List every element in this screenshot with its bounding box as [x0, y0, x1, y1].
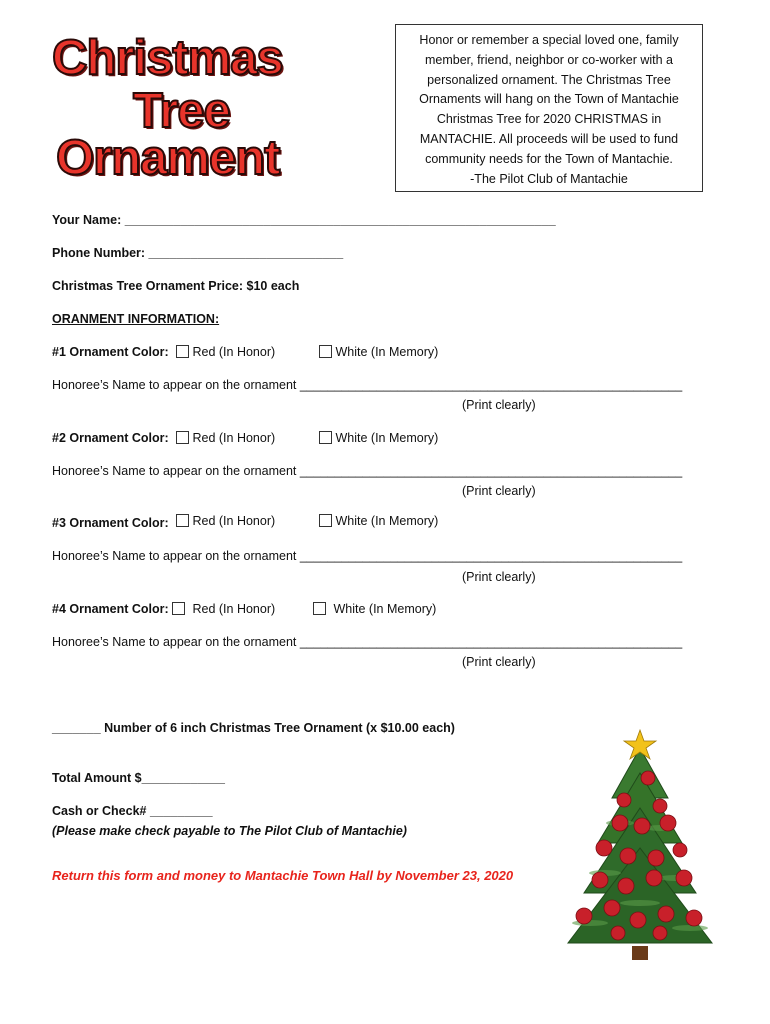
ornament-2-red-option[interactable] — [176, 431, 275, 445]
ornament-3-red-option[interactable] — [176, 514, 275, 528]
info-line: community needs for the Town of Mantachie. — [425, 151, 673, 166]
red-checkbox[interactable] — [172, 602, 185, 615]
ornament-4-white-option[interactable] — [313, 602, 436, 616]
red-label: Red (In Honor) — [192, 514, 276, 528]
white-label: White (In Memory) — [335, 514, 439, 528]
payable-note: (Please make check payable to The Pilot Club of Mantachie) — [52, 824, 407, 838]
ornament-label: #3 Ornament Color: — [52, 516, 169, 530]
ornament-2-color-row — [52, 431, 169, 445]
red-checkbox[interactable] — [176, 431, 189, 444]
return-instructions: Return this form and money to Mantachie Town Hall by November 23, 2020 — [52, 868, 514, 883]
ornament-1-white-option[interactable] — [319, 345, 438, 359]
honoree-name-field[interactable]: Honoree’s Name to appear on the ornament _______________________________________________________ — [52, 378, 683, 392]
red-label: Red (In Honor) — [192, 602, 276, 616]
title-line-2: Tree — [133, 84, 230, 138]
red-label: Red (In Honor) — [192, 431, 276, 445]
phone-field[interactable]: Phone Number: ____________________________ — [52, 246, 344, 260]
price-text: Christmas Tree Ornament Price: $10 each — [52, 279, 300, 293]
info-box — [395, 24, 703, 192]
total-amount-field[interactable]: Total Amount $____________ — [52, 771, 225, 785]
white-checkbox[interactable] — [319, 431, 332, 444]
info-line: -The Pilot Club of Mantachie — [470, 171, 628, 186]
white-label: White (In Memory) — [335, 431, 439, 445]
ornament-label: #2 Ornament Color: — [52, 431, 169, 445]
ornament-1-red-option[interactable] — [176, 345, 275, 359]
info-line: Christmas Tree for 2020 CHRISTMAS in — [436, 112, 662, 127]
info-line: Honor or remember a special loved one, family — [419, 33, 679, 47]
info-line: Ornaments will hang on the Town of Mantachie — [419, 92, 679, 107]
title-line-3: Ornament — [56, 131, 280, 185]
red-checkbox[interactable] — [176, 345, 189, 358]
your-name-field[interactable]: Your Name: ______________________________________________________________ — [52, 213, 556, 227]
payment-method-field[interactable]: Cash or Check# _________ — [52, 804, 213, 818]
ornament-label: #1 Ornament Color: — [52, 345, 169, 359]
ornament-4-color-row — [52, 602, 169, 616]
white-label: White (In Memory) — [333, 602, 437, 616]
honoree-name-field[interactable]: Honoree’s Name to appear on the ornament _______________________________________________________ — [52, 635, 683, 649]
honoree-name-field[interactable]: Honoree’s Name to appear on the ornament _______________________________________________________ — [52, 464, 683, 478]
info-line: MANTACHIE. All proceeds will be used to fund — [419, 131, 679, 146]
ornament-3-color-row — [52, 516, 169, 530]
print-clearly-note: (Print clearly) — [462, 655, 536, 669]
white-checkbox[interactable] — [313, 602, 326, 615]
white-checkbox[interactable] — [319, 345, 332, 358]
section-heading: ORANMENT INFORMATION: — [52, 312, 220, 326]
quantity-field[interactable]: _______ Number of 6 inch Christmas Tree Ornament (x $10.00 each) — [52, 721, 455, 735]
red-checkbox[interactable] — [176, 514, 189, 527]
ornament-label: #4 Ornament Color: — [52, 602, 169, 616]
white-checkbox[interactable] — [319, 514, 332, 527]
print-clearly-note: (Print clearly) — [462, 398, 536, 412]
christmas-tree-icon — [560, 728, 720, 968]
honoree-name-field[interactable]: Honoree’s Name to appear on the ornament _______________________________________________________ — [52, 549, 683, 563]
ornament-4-red-option[interactable] — [172, 602, 275, 616]
ornament-2-white-option[interactable] — [319, 431, 438, 445]
red-label: Red (In Honor) — [192, 345, 276, 359]
ornament-1-color-row — [52, 345, 169, 359]
title-line-1: Christmas — [52, 31, 283, 85]
white-label: White (In Memory) — [335, 345, 439, 359]
tree-trunk — [632, 946, 648, 960]
print-clearly-note: (Print clearly) — [462, 570, 536, 584]
ornament-3-white-option[interactable] — [319, 514, 438, 528]
info-line: member, friend, neighbor or co-worker with a — [424, 52, 674, 67]
info-line: personalized ornament. The Christmas Tree — [427, 72, 671, 87]
print-clearly-note: (Print clearly) — [462, 484, 536, 498]
